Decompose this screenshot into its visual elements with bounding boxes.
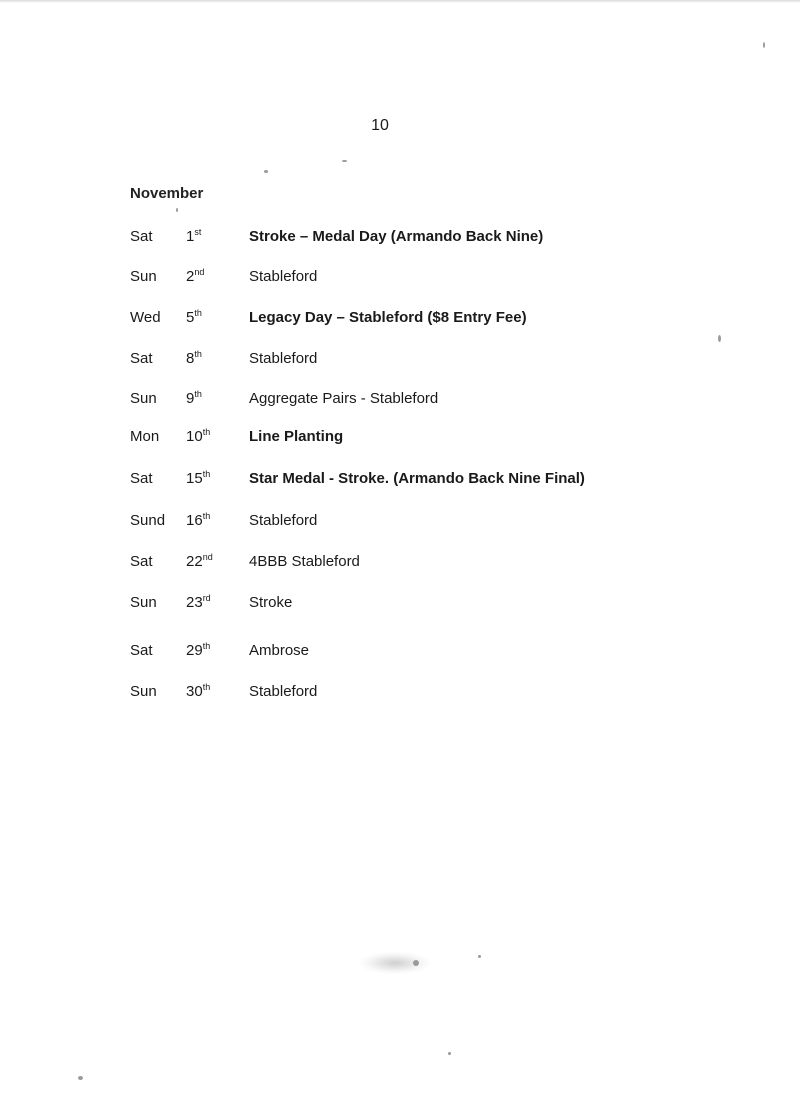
event-date (186, 642, 210, 659)
event-name: Stableford (249, 268, 318, 285)
event-name: Line Planting (249, 428, 344, 445)
event-day: Sun (130, 683, 157, 700)
event-date (186, 512, 210, 529)
event-name: Stroke (249, 594, 293, 611)
scan-speck (478, 955, 481, 958)
event-date-suffix: th (202, 511, 211, 521)
event-date-suffix: th (194, 308, 202, 318)
schedule-row (0, 350, 800, 374)
event-date (186, 268, 204, 285)
schedule-row (0, 512, 800, 536)
event-date-number: 5 (186, 309, 195, 326)
event-date-number: 15 (186, 470, 203, 487)
event-day: Sat (130, 350, 153, 367)
event-date (186, 594, 211, 611)
event-day: Sund (130, 512, 166, 529)
schedule-row (0, 390, 800, 414)
event-name: Stableford (249, 350, 318, 367)
event-date-number: 9 (186, 390, 195, 407)
event-date-number: 22 (186, 553, 203, 570)
event-date-suffix: nd (202, 552, 213, 562)
event-day: Sun (130, 594, 157, 611)
scan-speck (413, 960, 419, 966)
event-day: Mon (130, 428, 160, 445)
event-date-suffix: th (202, 427, 211, 437)
schedule-row (0, 228, 800, 252)
event-date-number: 8 (186, 350, 195, 367)
schedule-row (0, 683, 800, 707)
schedule-row (0, 428, 800, 452)
event-date (186, 390, 202, 407)
scan-smudge (360, 952, 430, 974)
event-date-suffix: th (194, 389, 202, 399)
event-date-suffix: nd (194, 267, 205, 277)
event-day: Sat (130, 228, 153, 245)
event-day: Sat (130, 470, 153, 487)
event-name: Ambrose (249, 642, 310, 659)
event-date-number: 10 (186, 428, 203, 445)
event-date (186, 553, 213, 570)
event-day: Sun (130, 268, 157, 285)
page-number: 10 (371, 117, 389, 134)
schedule-row (0, 309, 800, 333)
scan-speck (342, 160, 347, 162)
event-date-suffix: st (194, 227, 202, 237)
event-day: Sat (130, 642, 153, 659)
event-name: Stableford (249, 683, 318, 700)
event-date-number: 29 (186, 642, 203, 659)
event-date-number: 23 (186, 594, 203, 611)
event-name: Star Medal - Stroke. (Armando Back Nine Final) (249, 470, 585, 487)
event-date-number: 1 (186, 228, 195, 245)
event-name: Stableford (249, 512, 318, 529)
schedule-row (0, 642, 800, 666)
scan-speck (718, 335, 721, 342)
scan-speck (264, 170, 268, 173)
event-name: Stroke – Medal Day (Armando Back Nine) (249, 228, 544, 245)
event-date-suffix: rd (202, 593, 211, 603)
event-day: Sat (130, 553, 153, 570)
event-name: Aggregate Pairs - Stableford (249, 390, 439, 407)
event-date (186, 228, 201, 245)
event-date-number: 2 (186, 268, 195, 285)
scan-speck (78, 1076, 83, 1080)
event-date-number: 16 (186, 512, 203, 529)
event-date (186, 470, 210, 487)
event-date (186, 309, 202, 326)
event-day: Sun (130, 390, 157, 407)
schedule-row (0, 594, 800, 618)
event-name: Legacy Day – Stableford ($8 Entry Fee) (249, 309, 527, 326)
scan-edge-line (0, 0, 800, 3)
scan-speck (176, 208, 178, 212)
scan-speck (763, 42, 765, 48)
event-date-suffix: th (194, 349, 202, 359)
event-date-suffix: th (202, 469, 211, 479)
event-date (186, 350, 202, 367)
event-date-suffix: th (202, 641, 211, 651)
scan-speck (448, 1052, 451, 1055)
schedule-row (0, 470, 800, 494)
schedule-row (0, 268, 800, 292)
event-name: 4BBB Stableford (249, 553, 360, 570)
month-heading: November (130, 185, 204, 202)
event-date (186, 428, 210, 445)
event-day: Wed (130, 309, 161, 326)
event-date-number: 30 (186, 683, 203, 700)
schedule-row (0, 553, 800, 577)
event-date-suffix: th (202, 682, 211, 692)
event-date (186, 683, 210, 700)
